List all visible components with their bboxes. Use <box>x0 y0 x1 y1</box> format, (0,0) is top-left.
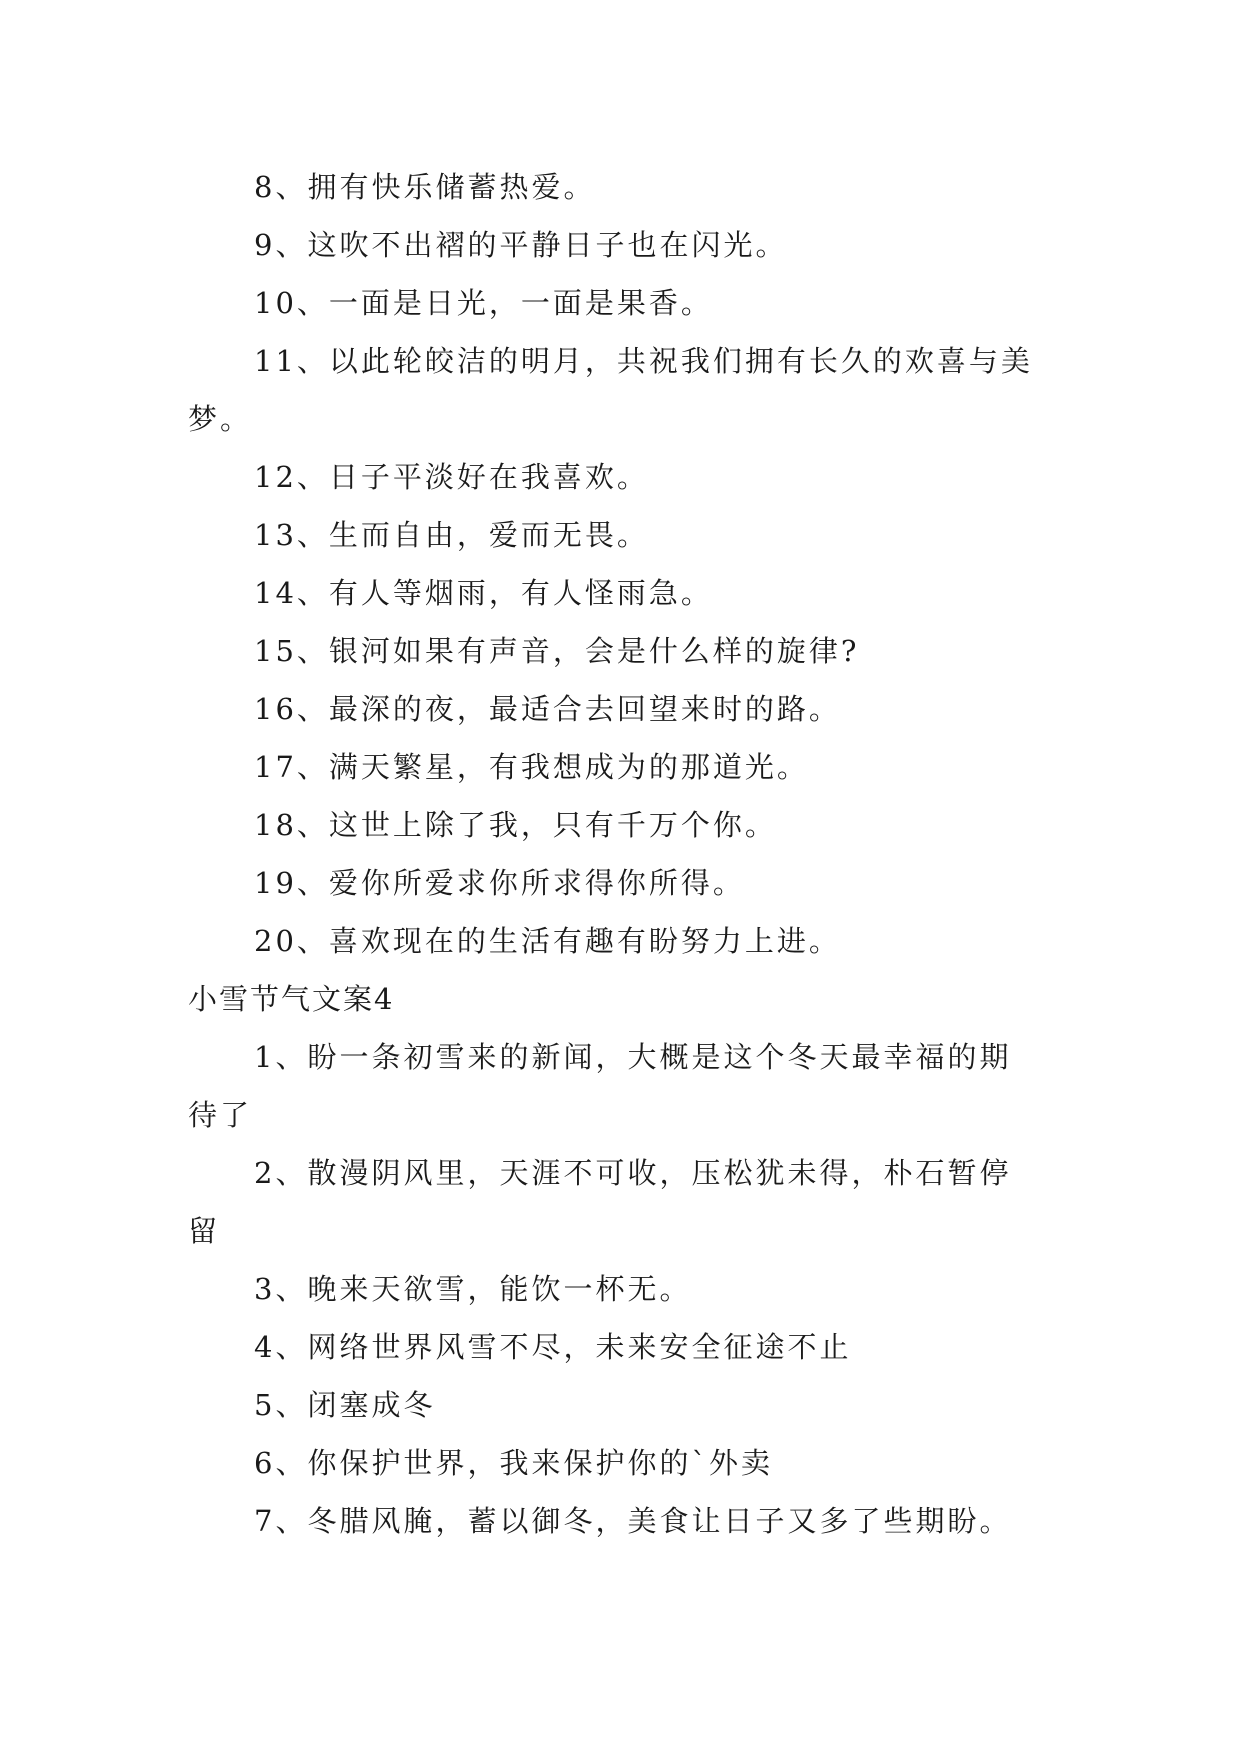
list-item-continuation: 待了 <box>188 1098 253 1132</box>
list-item: 10、一面是日光，一面是果香。 <box>254 286 713 320</box>
list-item: 9、这吹不出褶的平静日子也在闪光。 <box>254 228 788 262</box>
list-item: 3、晚来天欲雪，能饮一杯无。 <box>254 1272 692 1306</box>
list-item: 17、满天繁星，有我想成为的那道光。 <box>254 750 809 784</box>
list-item: 20、喜欢现在的生活有趣有盼努力上进。 <box>254 924 841 958</box>
list-item-continuation: 梦。 <box>188 402 253 436</box>
list-item: 18、这世上除了我，只有千万个你。 <box>254 808 777 842</box>
list-item-continuation: 留 <box>188 1214 221 1248</box>
list-item: 7、冬腊风腌，蓄以御冬，美食让日子又多了些期盼。 <box>254 1504 1012 1538</box>
section-heading: 小雪节气文案4 <box>188 982 395 1016</box>
list-item: 13、生而自由，爱而无畏。 <box>254 518 649 552</box>
list-item: 12、日子平淡好在我喜欢。 <box>254 460 649 494</box>
list-item: 19、爱你所爱求你所求得你所得。 <box>254 866 745 900</box>
document-body <box>188 158 1048 1550</box>
list-item: 15、银河如果有声音，会是什么样的旋律? <box>254 634 860 668</box>
list-item: 14、有人等烟雨，有人怪雨急。 <box>254 576 713 610</box>
list-item: 5、闭塞成冬 <box>254 1388 436 1422</box>
list-item: 2、散漫阴风里，天涯不可收，压松犹未得，朴石暂停 <box>254 1156 1012 1190</box>
list-item: 4、网络世界风雪不尽，未来安全征途不止 <box>254 1330 852 1364</box>
list-item: 11、以此轮皎洁的明月，共祝我们拥有长久的欢喜与美 <box>254 344 1033 378</box>
list-item: 1、盼一条初雪来的新闻，大概是这个冬天最幸福的期 <box>254 1040 1012 1074</box>
list-item: 8、拥有快乐储蓄热爱。 <box>254 170 596 204</box>
list-item: 6、你保护世界，我来保护你的`外卖 <box>254 1446 773 1480</box>
list-item: 16、最深的夜，最适合去回望来时的路。 <box>254 692 841 726</box>
